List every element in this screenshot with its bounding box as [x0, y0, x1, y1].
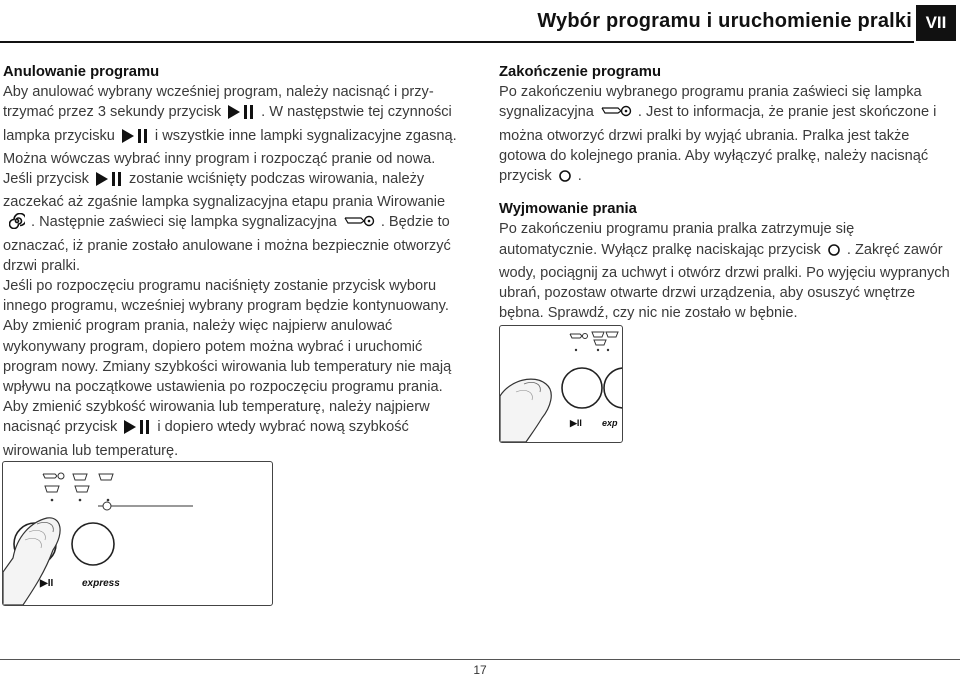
unload-paragraph: [499, 219, 955, 323]
wash-tub-icons: [45, 474, 113, 492]
cancel-paragraph-2: [3, 169, 471, 276]
panel-drawing: [500, 326, 622, 442]
page-header-title: Wybór programu i uruchomienie pralki: [537, 10, 912, 32]
key-lamp-icon: [570, 334, 588, 339]
page-number: 17: [473, 663, 487, 677]
footer-rule: [0, 659, 960, 660]
control-panel-illustration-right: [499, 325, 623, 443]
text-run: . Następnie zaświeci się lampka sygnalizacyjna: [31, 214, 337, 231]
text-run: Jeśli po rozpoczęciu programu naciśnięty zostanie przycisk wyboru innego programu, wcześniej wybrany program będzie kontynuowany. Aby zmienić program prania, należy więc najpierw anulować wykonywany program, dopiero potem można wybrać i uruchomić program nowy. Zmiany szybkości wirowania lub temperatury nie mają wpływu na początkowe ustawienia po rozpoczęciu programu prania. Aby zmienić szybkość wirowania lub temperaturę, należy najpierw nacisnąć przycisk: [3, 278, 452, 436]
cancel-paragraph-3: [3, 276, 471, 461]
text-run: i dopiero wtedy wybrać nową szybkość wirowania lub temperaturę.: [3, 419, 409, 459]
text-run: .: [577, 168, 582, 185]
panel-drawing: [3, 462, 272, 605]
indicator-lamps: [51, 499, 110, 502]
unload-heading: Wyjmowanie prania: [499, 201, 637, 218]
left-column: [3, 62, 471, 461]
start-pause-label: ▶II: [40, 578, 54, 589]
key-lamp-icon: [600, 105, 632, 125]
text-run: Po zakończeniu programu prania pralka zatrzymuje się automatycznie. Wyłącz pralkę naciskając przycisk: [499, 221, 855, 258]
text-run: . Zakręć zawór wody, pociągnij za uchwyt i otwórz drzwi pralki. Po wyjęciu wypranych ubrań, pozostaw otwarte drzwi urządzenia, aby osuszyć wnętrze bębna. Sprawdź, czy nic nie zostało w bębnie.: [499, 241, 950, 322]
express-button: [604, 368, 622, 408]
key-lamp-icon: [43, 473, 64, 479]
end-heading: Zakończenie programu: [499, 64, 661, 80]
cancel-paragraph-1: [3, 82, 471, 169]
play-pause-icon: [123, 420, 151, 440]
text-run: . W następstwie tej czynności lampka przycisku: [3, 104, 452, 144]
control-panel-illustration-left: [2, 461, 273, 606]
power-circle-icon: [558, 169, 572, 189]
text-run: Jeśli przycisk: [3, 171, 89, 188]
spin-spiral-icon: [9, 213, 25, 235]
start-pause-button: [562, 368, 602, 408]
text-run: i wszystkie inne lampki sygnalizacyjne zgasną. Można wówczas wybrać inny program i rozpocząć pranie od nowa.: [3, 127, 457, 167]
express-button: [72, 523, 114, 565]
end-paragraph: [499, 82, 955, 189]
power-circle-icon: [103, 502, 111, 510]
play-pause-icon: [95, 172, 123, 192]
express-label: express: [82, 578, 120, 589]
text-run: Po zakończeniu wybranego programu prania zaświeci się lampka sygnalizacyjna: [499, 84, 922, 121]
key-lamp-icon: [343, 215, 375, 235]
header-rule: [0, 41, 914, 43]
indicator-lamps: [575, 349, 609, 351]
cancel-heading: Anulowanie programu: [3, 64, 160, 80]
text-run: Aby anulować wybrany wcześniej program, należy nacisnąć i przy-trzymać przez 3 sekundy przycisk: [3, 84, 434, 121]
express-label: exp: [602, 418, 618, 428]
text-run: . Będzie to oznaczać, iż pranie zostało anulowane i można bezpiecznie otworzyć drzwi pralki.: [3, 214, 451, 274]
text-run: zostanie wciśnięty podczas wirowania, należy zaczekać aż zgaśnie lampka sygnalizacyjna etapu prania Wirowanie: [3, 171, 446, 211]
start-pause-label: ▶II: [570, 418, 582, 428]
text-run: . Jest to informacja, że pranie jest skończone i można otworzyć drzwi pralki by wyjąć ubrania. Pralka jest także gotowa do kolejnego prania. Aby wyłączyć pralkę, należy nacisnąć przycisk: [499, 104, 937, 185]
power-circle-icon: [827, 243, 841, 263]
wash-tub-icons: [592, 332, 618, 345]
right-column: [499, 62, 955, 323]
chapter-badge: VII: [916, 5, 956, 41]
play-pause-icon: [227, 105, 255, 125]
play-pause-icon: [121, 129, 149, 149]
finger-illustration: [500, 379, 551, 442]
